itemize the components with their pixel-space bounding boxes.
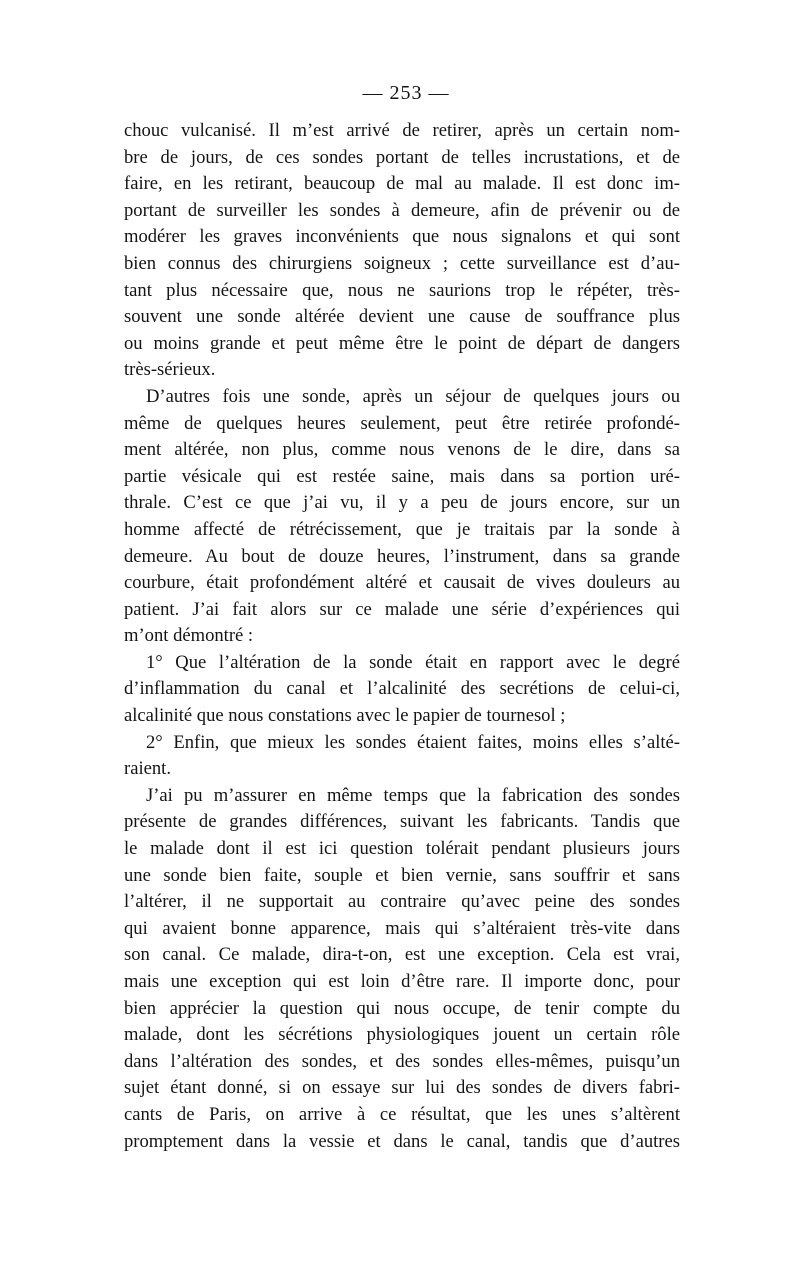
text-line: l’altérer, il ne supportait au contraire qu’avec peine des sondes <box>124 891 680 913</box>
text-line: bien apprécier la question qui nous occupe, de tenir compte du <box>124 997 680 1019</box>
text-line: le malade dont il est ici question tolérait pendant plusieurs jours <box>124 838 680 860</box>
book-page <box>124 78 680 1155</box>
text-line: son canal. Ce malade, dira-t-on, est une exception. Cela est vrai, <box>124 944 680 966</box>
text-line: promptement dans la vessie et dans le canal, tandis que d’autres <box>124 1130 680 1152</box>
text-line: bre de jours, de ces sondes portant de telles incrustations, et de <box>124 146 680 168</box>
text-line: m’ont démontré : <box>124 625 254 647</box>
page-number: — 253 — <box>362 82 450 104</box>
text-line: bien connus des chirurgiens soigneux ; cette surveillance est d’au- <box>124 252 680 274</box>
text-line: dans l’altération des sondes, et des sondes elles-mêmes, puisqu’un <box>124 1050 680 1072</box>
text-line: courbure, était profondément altéré et causait de vives douleurs au <box>124 572 680 594</box>
text-line: modérer les graves inconvénients que nous signalons et qui sont <box>124 226 680 248</box>
text-line: thrale. C’est ce que j’ai vu, il y a peu de jours encore, sur un <box>124 492 680 514</box>
body-text <box>124 118 680 1155</box>
text-line: portant de surveiller les sondes à demeure, afin de prévenir ou de <box>124 199 680 221</box>
text-line: demeure. Au bout de douze heures, l’instrument, dans sa grande <box>124 545 680 567</box>
text-line: qui avaient bonne apparence, mais qui s’altéraient très-vite dans <box>124 917 680 939</box>
text-line: très-sérieux. <box>124 359 216 381</box>
text-line: raient. <box>124 758 171 780</box>
text-line: J’ai pu m’assurer en même temps que la fabrication des sondes <box>146 784 680 806</box>
text-line: une sonde bien faite, souple et bien vernie, sans souffrir et sans <box>124 864 680 886</box>
text-line: d’inflammation du canal et l’alcalinité des secrétions de celui-ci, <box>124 678 680 700</box>
text-line: 2° Enfin, que mieux les sondes étaient faites, moins elles s’alté- <box>146 731 680 753</box>
text-line: même de quelques heures seulement, peut être retirée profondé- <box>124 412 680 434</box>
text-line: tant plus nécessaire que, nous ne saurions trop le répéter, très- <box>124 279 680 301</box>
text-line: malade, dont les sécrétions physiologiques jouent un certain rôle <box>124 1024 680 1046</box>
text-line: cants de Paris, on arrive à ce résultat, que les unes s’altèrent <box>124 1103 680 1125</box>
text-line: souvent une sonde altérée devient une cause de souffrance plus <box>124 306 680 328</box>
text-line: alcalinité que nous constations avec le papier de tournesol ; <box>124 705 566 727</box>
text-line: chouc vulcanisé. Il m’est arrivé de retirer, après un certain nom- <box>124 120 680 141</box>
text-line: mais une exception qui est loin d’être rare. Il importe donc, pour <box>124 971 680 992</box>
text-line: partie vésicale qui est restée saine, mais dans sa portion uré- <box>124 465 680 487</box>
text-line: présente de grandes différences, suivant les fabricants. Tandis que <box>124 811 680 833</box>
text-line: 1° Que l’altération de la sonde était en rapport avec le degré <box>146 651 680 673</box>
text-line: ment altérée, non plus, comme nous venons de le dire, dans sa <box>124 439 680 461</box>
text-line: homme affecté de rétrécissement, que je traitais par la sonde à <box>124 518 680 540</box>
text-line: D’autres fois une sonde, après un séjour de quelques jours ou <box>146 385 680 407</box>
text-line: faire, en les retirant, beaucoup de mal au malade. Il est donc im- <box>124 173 680 195</box>
text-line: sujet étant donné, si on essaye sur lui des sondes de divers fabri- <box>124 1077 680 1099</box>
text-line: patient. J’ai fait alors sur ce malade une série d’expériences qui <box>124 598 680 620</box>
text-line: ou moins grande et peut même être le point de départ de dangers <box>124 332 680 354</box>
